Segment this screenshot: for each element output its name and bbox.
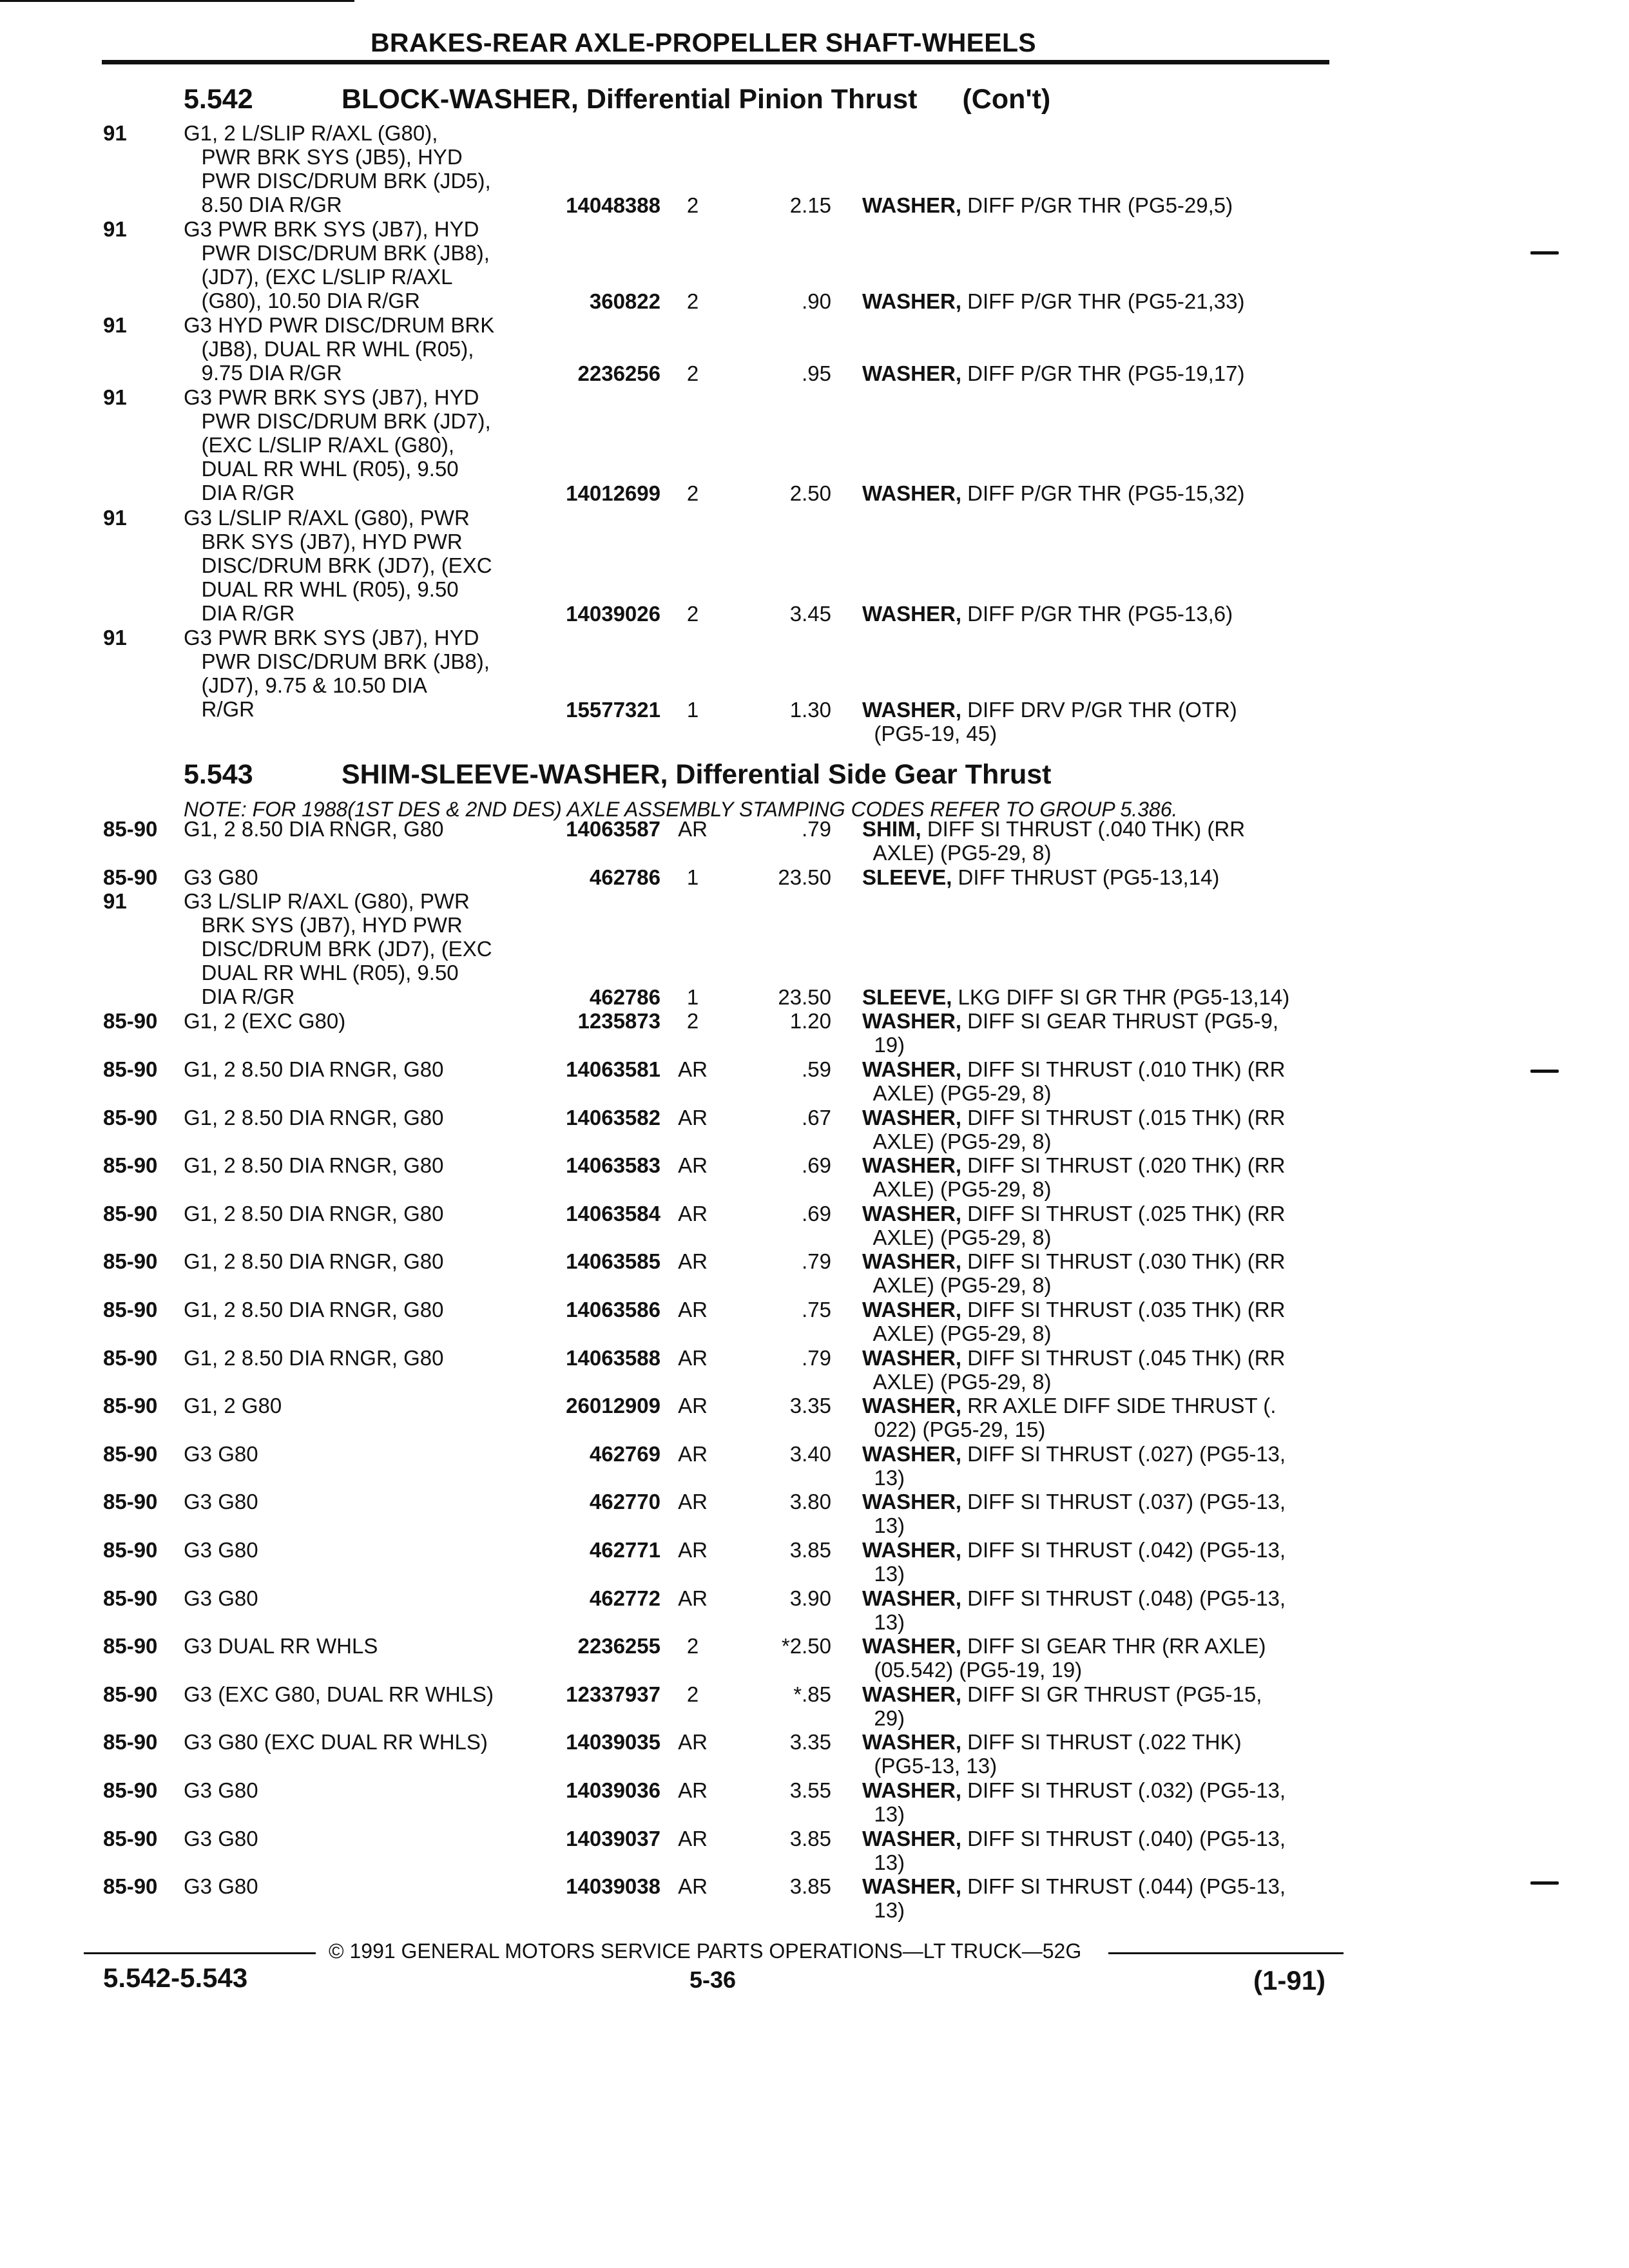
description-text: DIFF SI THRUST (.045 THK) (RR AXLE) (PG5-29, 8) bbox=[872, 1345, 1286, 1394]
application: G3 G80 bbox=[184, 1490, 258, 1514]
section-continued: (Con't) bbox=[962, 84, 1051, 115]
part-number: 14063581 bbox=[566, 1057, 660, 1081]
model-years: 91 bbox=[103, 313, 127, 338]
quantity: AR bbox=[678, 1778, 708, 1802]
part-number: 14063583 bbox=[566, 1153, 660, 1178]
description-text: DIFF SI GEAR THR (RR AXLE) (05.542) (PG5-19, 19) bbox=[874, 1634, 1266, 1682]
description-name: WASHER, bbox=[862, 361, 962, 385]
description-text: DIFF SI THRUST (.042) (PG5-13, 13) bbox=[874, 1538, 1286, 1586]
model-years: 85-90 bbox=[103, 1490, 158, 1514]
application: G1, 2 8.50 DIA RNGR, G80 bbox=[184, 1057, 444, 1081]
description-text: DIFF SI THRUST (.044) (PG5-13, 13) bbox=[874, 1874, 1286, 1923]
list-price: 2.15 bbox=[789, 193, 831, 217]
margin-tick-mark bbox=[1530, 251, 1559, 255]
section-note: NOTE: FOR 1988(1ST DES & 2ND DES) AXLE ASSEMBLY STAMPING CODES REFER TO GROUP 5.386. bbox=[184, 798, 1178, 821]
part-number: 14012699 bbox=[566, 481, 660, 506]
description-name: WASHER, bbox=[862, 1874, 962, 1899]
description-text: DIFF SI THRUST (.022 THK) (PG5-13, 13) bbox=[874, 1730, 1242, 1778]
footer-copyright: © 1991 GENERAL MOTORS SERVICE PARTS OPERATIONS—LT TRUCK—52G bbox=[329, 1939, 1082, 1963]
description bbox=[862, 1346, 1339, 1394]
application: G1, 2 L/SLIP R/AXL (G80), PWR BRK SYS (JB5), HYD PWR DISC/DRUM BRK (JD5), 8.50 DIA R/GR bbox=[184, 121, 491, 216]
quantity: AR bbox=[678, 1586, 708, 1610]
application: G3 L/SLIP R/AXL (G80), PWR BRK SYS (JB7), HYD PWR DISC/DRUM BRK (JD7), (EXC DUAL RR WHL (R05), 9.50 DIA R/GR bbox=[184, 889, 492, 1008]
quantity: AR bbox=[678, 1201, 708, 1225]
quantity: 2 bbox=[686, 1682, 699, 1706]
part-number: 2236255 bbox=[577, 1634, 660, 1658]
part-number: 1235873 bbox=[577, 1009, 660, 1033]
description bbox=[862, 1298, 1339, 1345]
model-years: 85-90 bbox=[103, 1057, 158, 1081]
application: G3 (EXC G80, DUAL RR WHLS) bbox=[184, 1682, 494, 1706]
list-price: .90 bbox=[802, 289, 831, 314]
description-text: DIFF DRV P/GR THR (OTR) (PG5-19, 45) bbox=[874, 698, 1237, 746]
part-number: 2236256 bbox=[577, 361, 660, 385]
model-years: 85-90 bbox=[103, 1826, 158, 1850]
part-number: 14039037 bbox=[566, 1826, 660, 1850]
description bbox=[862, 865, 1339, 889]
footer-section-range: 5.542-5.543 bbox=[103, 1963, 248, 1993]
application: G1, 2 8.50 DIA RNGR, G80 bbox=[184, 1105, 444, 1129]
quantity: 1 bbox=[686, 865, 699, 889]
model-years: 85-90 bbox=[103, 1009, 158, 1033]
description bbox=[862, 602, 1339, 626]
description-name: WASHER, bbox=[862, 1441, 962, 1466]
description-name: WASHER, bbox=[862, 1298, 962, 1321]
part-number: 462771 bbox=[589, 1538, 660, 1562]
description bbox=[862, 361, 1339, 385]
application: G3 G80 bbox=[184, 1874, 258, 1899]
description-name: WASHER, bbox=[862, 289, 962, 314]
description-text: DIFF SI THRUST (.037) (PG5-13, 13) bbox=[874, 1490, 1286, 1538]
model-years: 85-90 bbox=[103, 1778, 158, 1802]
list-price: .79 bbox=[802, 1249, 831, 1274]
description-text: LKG DIFF SI GR THR (PG5-13,14) bbox=[952, 985, 1290, 1010]
description bbox=[862, 193, 1339, 217]
part-number: 14039026 bbox=[566, 601, 660, 626]
model-years: 91 bbox=[103, 626, 127, 650]
description-name: WASHER, bbox=[862, 698, 962, 722]
list-price: .79 bbox=[802, 817, 831, 841]
quantity: AR bbox=[678, 1057, 708, 1081]
model-years: 85-90 bbox=[103, 1249, 158, 1274]
model-years: 85-90 bbox=[103, 817, 158, 841]
description-text: DIFF SI THRUST (.035 THK) (RR AXLE) (PG5-29, 8) bbox=[872, 1298, 1286, 1345]
section-title: SHIM-SLEEVE-WASHER, Differential Side Gear Thrust bbox=[342, 759, 1052, 790]
model-years: 85-90 bbox=[103, 1634, 158, 1658]
application: G3 PWR BRK SYS (JB7), HYD PWR DISC/DRUM BRK (JD7), (EXC L/SLIP R/AXL (G80), DUAL RR WHL (R05), 9.50 DIA R/GR bbox=[184, 385, 491, 505]
quantity: AR bbox=[678, 1874, 708, 1899]
application: G1, 2 8.50 DIA RNGR, G80 bbox=[184, 1153, 444, 1178]
list-price: 23.50 bbox=[778, 985, 831, 1010]
description-name: WASHER, bbox=[862, 193, 962, 217]
description bbox=[862, 1394, 1339, 1441]
quantity: AR bbox=[678, 1249, 708, 1274]
part-number: 12337937 bbox=[566, 1682, 660, 1706]
quantity: AR bbox=[678, 1105, 708, 1129]
description-name: WASHER, bbox=[862, 1153, 962, 1178]
part-number: 14048388 bbox=[566, 193, 660, 217]
description-name: WASHER, bbox=[862, 1538, 962, 1562]
model-years: 85-90 bbox=[103, 1394, 158, 1418]
application: G3 G80 (EXC DUAL RR WHLS) bbox=[184, 1730, 488, 1754]
application: G1, 2 8.50 DIA RNGR, G80 bbox=[184, 1298, 444, 1321]
margin-tick-mark bbox=[1530, 1070, 1559, 1073]
footer-rule-right bbox=[1108, 1952, 1344, 1954]
quantity: AR bbox=[678, 817, 708, 841]
application: G3 PWR BRK SYS (JB7), HYD PWR DISC/DRUM BRK (JB8), (JD7), 9.75 & 10.50 DIA R/GR bbox=[184, 626, 490, 722]
description-name: WASHER, bbox=[862, 1345, 962, 1370]
list-price: 3.80 bbox=[789, 1490, 831, 1514]
model-years: 85-90 bbox=[103, 1586, 158, 1610]
list-price: 3.85 bbox=[789, 1874, 831, 1899]
quantity: AR bbox=[678, 1826, 708, 1850]
application: G1, 2 (EXC G80) bbox=[184, 1009, 346, 1033]
part-number: 14039036 bbox=[566, 1778, 660, 1802]
description-name: WASHER, bbox=[862, 1634, 962, 1658]
list-price: 1.20 bbox=[789, 1009, 831, 1033]
part-number: 14063585 bbox=[566, 1249, 660, 1274]
quantity: 1 bbox=[686, 698, 699, 722]
description-text: DIFF SI GR THRUST (PG5-15, 29) bbox=[874, 1682, 1262, 1730]
quantity: AR bbox=[678, 1730, 708, 1754]
quantity: 2 bbox=[686, 1634, 699, 1658]
list-price: 3.40 bbox=[789, 1441, 831, 1466]
description bbox=[862, 1827, 1339, 1874]
application: G3 G80 bbox=[184, 865, 258, 889]
quantity: AR bbox=[678, 1394, 708, 1418]
model-years: 85-90 bbox=[103, 1730, 158, 1754]
application: G1, 2 8.50 DIA RNGR, G80 bbox=[184, 817, 444, 841]
description bbox=[862, 1009, 1339, 1057]
model-years: 91 bbox=[103, 385, 127, 410]
description-name: WASHER, bbox=[862, 1057, 962, 1081]
quantity: 2 bbox=[686, 601, 699, 626]
list-price: 3.35 bbox=[789, 1394, 831, 1418]
part-number: 462772 bbox=[589, 1586, 660, 1610]
description-name: WASHER, bbox=[862, 1249, 962, 1274]
application: G3 HYD PWR DISC/DRUM BRK (JB8), DUAL RR WHL (R05), 9.75 DIA R/GR bbox=[184, 313, 495, 385]
description-text: DIFF P/GR THR (PG5-19,17) bbox=[961, 361, 1245, 385]
description-text: DIFF THRUST (PG5-13,14) bbox=[952, 865, 1220, 889]
model-years: 85-90 bbox=[103, 1682, 158, 1706]
model-years: 85-90 bbox=[103, 1153, 158, 1178]
list-price: *.85 bbox=[793, 1682, 831, 1706]
list-price: .69 bbox=[802, 1201, 831, 1225]
model-years: 85-90 bbox=[103, 1538, 158, 1562]
list-price: 23.50 bbox=[778, 865, 831, 889]
part-number: 14039038 bbox=[566, 1874, 660, 1899]
list-price: *2.50 bbox=[781, 1634, 831, 1658]
description-name: WASHER, bbox=[862, 1682, 962, 1706]
application: G3 DUAL RR WHLS bbox=[184, 1634, 378, 1658]
running-header: BRAKES-REAR AXLE-PROPELLER SHAFT-WHEELS bbox=[371, 28, 1036, 57]
description-name: SLEEVE, bbox=[862, 865, 952, 889]
description bbox=[862, 1106, 1339, 1153]
top-rule bbox=[0, 0, 354, 2]
margin-tick-mark bbox=[1530, 1881, 1559, 1885]
description-name: WASHER, bbox=[862, 1778, 962, 1802]
model-years: 85-90 bbox=[103, 1874, 158, 1899]
part-number: 14063586 bbox=[566, 1298, 660, 1321]
application: G1, 2 8.50 DIA RNGR, G80 bbox=[184, 1345, 444, 1370]
model-years: 85-90 bbox=[103, 1105, 158, 1129]
description-name: SLEEVE, bbox=[862, 985, 952, 1010]
application: G3 L/SLIP R/AXL (G80), PWR BRK SYS (JB7), HYD PWR DISC/DRUM BRK (JD7), (EXC DUAL RR WHL (R05), 9.50 DIA R/GR bbox=[184, 505, 492, 625]
list-price: .75 bbox=[802, 1298, 831, 1321]
list-price: 3.85 bbox=[789, 1826, 831, 1850]
part-number: 15577321 bbox=[566, 698, 660, 722]
application: G3 G80 bbox=[184, 1778, 258, 1802]
description bbox=[862, 1634, 1339, 1682]
description-name: WASHER, bbox=[862, 1730, 962, 1754]
quantity: AR bbox=[678, 1298, 708, 1321]
quantity: AR bbox=[678, 1490, 708, 1514]
quantity: 2 bbox=[686, 193, 699, 217]
description-text: DIFF P/GR THR (PG5-13,6) bbox=[961, 601, 1233, 626]
application: G1, 2 G80 bbox=[184, 1394, 282, 1418]
description-name: SHIM, bbox=[862, 817, 921, 841]
list-price: .79 bbox=[802, 1345, 831, 1370]
list-price: 3.85 bbox=[789, 1538, 831, 1562]
part-number: 462786 bbox=[589, 985, 660, 1010]
description-text: DIFF SI THRUST (.020 THK) (RR AXLE) (PG5-29, 8) bbox=[872, 1153, 1286, 1202]
model-years: 85-90 bbox=[103, 1298, 158, 1321]
section-number: 5.542 bbox=[184, 84, 253, 115]
model-years: 91 bbox=[103, 121, 127, 145]
part-number: 360822 bbox=[589, 289, 660, 314]
description-text: RR AXLE DIFF SIDE THRUST (. 022) (PG5-29, 15) bbox=[874, 1394, 1277, 1442]
application: G3 G80 bbox=[184, 1538, 258, 1562]
description-name: WASHER, bbox=[862, 601, 962, 626]
description-text: DIFF SI THRUST (.032) (PG5-13, 13) bbox=[874, 1778, 1286, 1826]
model-years: 85-90 bbox=[103, 865, 158, 889]
quantity: AR bbox=[678, 1345, 708, 1370]
list-price: .95 bbox=[802, 361, 831, 385]
description-name: WASHER, bbox=[862, 1586, 962, 1610]
description-name: WASHER, bbox=[862, 1105, 962, 1129]
part-number: 14039035 bbox=[566, 1730, 660, 1754]
application: G3 G80 bbox=[184, 1441, 258, 1466]
list-price: 1.30 bbox=[789, 698, 831, 722]
section-heading-5-543 bbox=[184, 759, 1051, 791]
list-price: 3.55 bbox=[789, 1778, 831, 1802]
description-name: WASHER, bbox=[862, 1826, 962, 1850]
description-text: DIFF SI THRUST (.040) (PG5-13, 13) bbox=[874, 1826, 1286, 1874]
description-text: DIFF P/GR THR (PG5-21,33) bbox=[961, 289, 1245, 314]
description bbox=[862, 1057, 1339, 1105]
description-text: DIFF P/GR THR (PG5-15,32) bbox=[961, 481, 1245, 506]
description bbox=[862, 1682, 1339, 1730]
description bbox=[862, 698, 1339, 745]
description bbox=[862, 1538, 1339, 1586]
description-text: DIFF SI GEAR THRUST (PG5-9, 19) bbox=[874, 1009, 1279, 1057]
description bbox=[862, 1249, 1339, 1297]
footer-date-code: (1-91) bbox=[1253, 1965, 1326, 1995]
model-years: 91 bbox=[103, 217, 127, 242]
description bbox=[862, 1874, 1339, 1922]
list-price: 3.45 bbox=[789, 601, 831, 626]
description-name: WASHER, bbox=[862, 1009, 962, 1033]
description-name: WASHER, bbox=[862, 1394, 962, 1418]
part-number: 14063582 bbox=[566, 1105, 660, 1129]
quantity: 2 bbox=[686, 289, 699, 314]
description-text: DIFF SI THRUST (.025 THK) (RR AXLE) (PG5-29, 8) bbox=[872, 1201, 1286, 1249]
section-number: 5.543 bbox=[184, 759, 253, 790]
description-text: DIFF SI THRUST (.027) (PG5-13, 13) bbox=[874, 1441, 1286, 1490]
description-text: DIFF SI THRUST (.010 THK) (RR AXLE) (PG5-29, 8) bbox=[872, 1057, 1286, 1105]
description bbox=[862, 1730, 1339, 1778]
quantity: AR bbox=[678, 1538, 708, 1562]
quantity: 2 bbox=[686, 361, 699, 385]
list-price: 3.90 bbox=[789, 1586, 831, 1610]
model-years: 85-90 bbox=[103, 1345, 158, 1370]
application: G3 G80 bbox=[184, 1826, 258, 1850]
quantity: AR bbox=[678, 1153, 708, 1178]
description bbox=[862, 1442, 1339, 1490]
description-name: WASHER, bbox=[862, 481, 962, 506]
list-price: 3.35 bbox=[789, 1730, 831, 1754]
description bbox=[862, 1586, 1339, 1634]
description-text: DIFF SI THRUST (.030 THK) (RR AXLE) (PG5-29, 8) bbox=[872, 1249, 1286, 1298]
description bbox=[862, 1153, 1339, 1201]
description-name: WASHER, bbox=[862, 1490, 962, 1514]
application: G3 G80 bbox=[184, 1586, 258, 1610]
footer-page-number: 5-36 bbox=[689, 1966, 737, 1993]
part-number: 462770 bbox=[589, 1490, 660, 1514]
description-text: DIFF SI THRUST (.048) (PG5-13, 13) bbox=[874, 1586, 1286, 1634]
quantity: 2 bbox=[686, 481, 699, 506]
list-price: 2.50 bbox=[789, 481, 831, 506]
part-number: 14063587 bbox=[566, 817, 660, 841]
description bbox=[862, 1202, 1339, 1249]
part-number: 14063588 bbox=[566, 1345, 660, 1370]
model-years: 85-90 bbox=[103, 1201, 158, 1225]
description bbox=[862, 289, 1339, 313]
description-text: DIFF SI THRUST (.015 THK) (RR AXLE) (PG5-29, 8) bbox=[872, 1105, 1286, 1153]
model-years: 91 bbox=[103, 505, 127, 530]
description bbox=[862, 1490, 1339, 1537]
list-price: .69 bbox=[802, 1153, 831, 1178]
description-name: WASHER, bbox=[862, 1201, 962, 1225]
section-title: BLOCK-WASHER, Differential Pinion Thrust bbox=[342, 84, 918, 115]
footer-rule-left bbox=[84, 1952, 316, 1954]
list-price: .67 bbox=[802, 1105, 831, 1129]
quantity: 2 bbox=[686, 1009, 699, 1033]
quantity: 1 bbox=[686, 985, 699, 1010]
header-rule bbox=[102, 60, 1329, 64]
part-number: 462786 bbox=[589, 865, 660, 889]
description bbox=[862, 817, 1339, 865]
application: G3 PWR BRK SYS (JB7), HYD PWR DISC/DRUM BRK (JB8), (JD7), (EXC L/SLIP R/AXL (G80), 10.50 DIA R/GR bbox=[184, 217, 490, 313]
description bbox=[862, 985, 1339, 1009]
description bbox=[862, 1778, 1339, 1826]
description-text: DIFF SI THRUST (.040 THK) (RR AXLE) (PG5-29, 8) bbox=[872, 817, 1246, 865]
application: G1, 2 8.50 DIA RNGR, G80 bbox=[184, 1249, 444, 1274]
part-number: 26012909 bbox=[566, 1394, 660, 1418]
quantity: AR bbox=[678, 1441, 708, 1466]
part-number: 462769 bbox=[589, 1441, 660, 1466]
description-text: DIFF P/GR THR (PG5-29,5) bbox=[961, 193, 1233, 217]
list-price: .59 bbox=[802, 1057, 831, 1081]
section-heading-5-542 bbox=[184, 84, 1050, 115]
model-years: 85-90 bbox=[103, 1441, 158, 1466]
part-number: 14063584 bbox=[566, 1201, 660, 1225]
application: G1, 2 8.50 DIA RNGR, G80 bbox=[184, 1201, 444, 1225]
description bbox=[862, 481, 1339, 505]
model-years: 91 bbox=[103, 889, 127, 913]
